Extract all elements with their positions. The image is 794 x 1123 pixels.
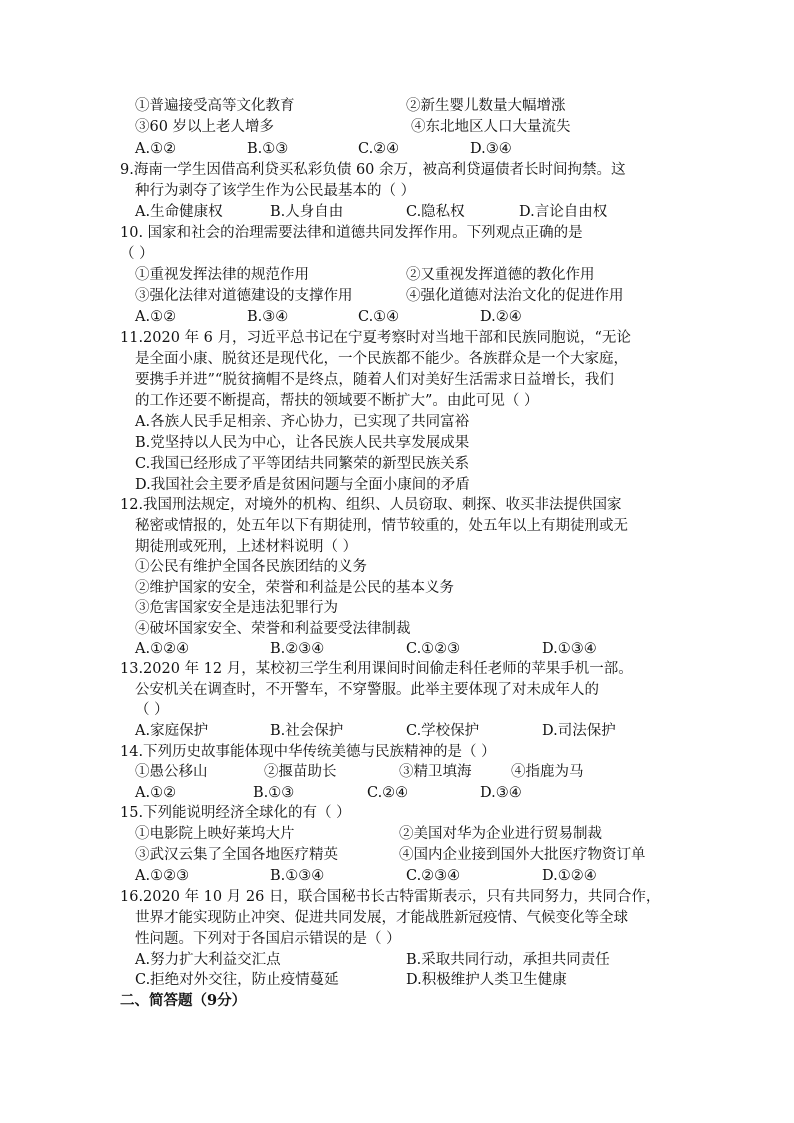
text-line: 10. 国家和社会的治理需要法律和道德共同发挥作用。下列观点正确的是 [120,225,583,241]
text-line: B.③④ [247,309,289,325]
text-line: D.言论自由权 [519,204,608,220]
text-line: 11.2020 年 6 月，习近平总书记在宁夏考察时对当地干部和民族同胞说，“无论 [120,330,631,346]
text-line: ③危害国家安全是违法犯罪行为 [135,600,338,616]
text-line: 15.下列能说明经济全球化的有（ ） [120,805,351,821]
text-line: 世界才能实现防止冲突、促进共同发展，才能战胜新冠疫情、气候变化等全球 [135,910,628,926]
text-line: （ ） [135,702,169,718]
text-line: 性问题。下列对于各国启示错误的是（ ） [135,931,401,947]
text-line: D.③④ [480,785,522,801]
text-line: ④东北地区人口大量流失 [411,119,571,135]
text-line: A.①② [135,309,177,325]
text-line: ①公民有维护全国各民族团结的义务 [135,559,367,575]
text-line: ②维护国家的安全，荣誉和利益是公民的基本义务 [135,580,454,596]
text-line: B.人身自由 [270,204,344,220]
text-line: ①普遍接受高等文化教育 [135,98,295,114]
text-line: ③60 岁以上老人增多 [135,119,275,135]
text-line: 14.下列历史故事能体现中华传统美德与民族精神的是（ ） [120,744,496,760]
text-line: A.①②③ [135,868,190,884]
text-line: （ ） [120,246,154,262]
text-line: 是全面小康、脱贫还是现代化，一个民族都不能少。各族群众是一个大家庭， [135,351,628,367]
text-line: C.学校保护 [406,723,480,739]
text-line: C.①②③ [406,641,461,657]
text-line: B.①③ [253,785,295,801]
text-line: C.②④ [358,141,400,157]
text-line: B.①③④ [270,868,325,884]
text-line: C.我国已经形成了平等团结共同繁荣的新型民族关系 [135,456,470,472]
text-line: 的工作还要不断提高，帮扶的领域要不断扩大”。由此可见（ ） [135,393,539,409]
text-line: 9.海南一学生因借高利贷买私彩负债 60 余万，被高利贷逼债者长时间拘禁。这 [120,162,626,178]
text-line: A.生命健康权 [135,204,223,220]
text-line: ③武汉云集了全国各地医疗精英 [135,847,338,863]
text-line: C.拒绝对外交往，防止疫情蔓延 [135,972,339,988]
text-line: ②美国对华为企业进行贸易制裁 [399,826,602,842]
text-line: ②新生婴儿数量大幅增涨 [406,98,566,114]
text-line: A.①②④ [135,641,190,657]
text-line: C.②③④ [406,868,461,884]
text-line: ①愚公移山 [135,764,208,780]
text-line: ②又重视发挥道德的教化作用 [406,267,595,283]
text-line: B.①③ [247,141,289,157]
section-heading: 二、简答题（9分） [120,992,247,1009]
text-line: D.①②④ [542,868,597,884]
text-line: D.积极维护人类卫生健康 [406,972,567,988]
text-line: B.社会保护 [270,723,344,739]
text-line: C.隐私权 [406,204,465,220]
text-line: 秘密或情报的，处五年以下有期徒刑，情节较重的，处五年以上有期徒刑或无 [135,518,628,534]
text-line: ④指鹿为马 [511,764,584,780]
text-line: A.①② [135,141,177,157]
text-line: ①电影院上映好莱坞大片 [135,826,295,842]
text-line: D.③④ [470,141,512,157]
text-line: C.①④ [358,309,400,325]
text-line: B.采取共同行动，承担共同责任 [406,952,610,968]
text-line: A.努力扩大利益交汇点 [135,952,281,968]
text-line: A.各族人民手足相亲、齐心协力，已实现了共同富裕 [135,414,470,430]
text-line: 12.我国刑法规定，对境外的机构、组织、人员窃取、刺探、收买非法提供国家 [120,497,622,513]
text-line: ③强化法律对道德建设的支撑作用 [135,288,353,304]
text-line: ③精卫填海 [399,764,472,780]
text-line: 种行为剥夺了该学生作为公民最基本的（ ） [135,183,416,199]
text-line: B.②③④ [270,641,325,657]
text-line: A.①② [135,785,177,801]
text-line: A.家庭保护 [135,723,209,739]
text-line: 公安机关在调查时，不开警车，不穿警服。此举主要体现了对未成年人的 [135,682,599,698]
text-line: ②揠苗助长 [264,764,337,780]
text-line: B.党坚持以人民为中心，让各民族人民共享发展成果 [135,435,470,451]
text-line: 13.2020 年 12 月，某校初三学生利用课间时间偷走科任老师的苹果手机一部。 [120,661,633,677]
text-line: ④强化道德对法治文化的促进作用 [406,288,624,304]
text-line: 要携手并进”“脱贫摘帽不是终点，随着人们对美好生活需求日益增长，我们 [135,372,614,388]
text-line: D.我国社会主要矛盾是贫困问题与全面小康间的矛盾 [135,477,470,493]
text-line: 期徒刑或死刑，上述材料说明（ ） [135,539,358,555]
text-line: ④破坏国家安全、荣誉和利益要受法律制裁 [135,621,411,637]
text-line: C.②④ [367,785,409,801]
text-line: ①重视发挥法律的规范作用 [135,267,309,283]
text-line: D.②④ [480,309,522,325]
text-line: ④国内企业接到国外大批医疗物资订单 [399,847,646,863]
text-line: D.司法保护 [542,723,616,739]
text-line: 16.2020 年 10 月 26 日，联合国秘书长古特雷斯表示，只有共同努力，共同合作， [120,889,661,905]
text-line: D.①③④ [542,641,597,657]
